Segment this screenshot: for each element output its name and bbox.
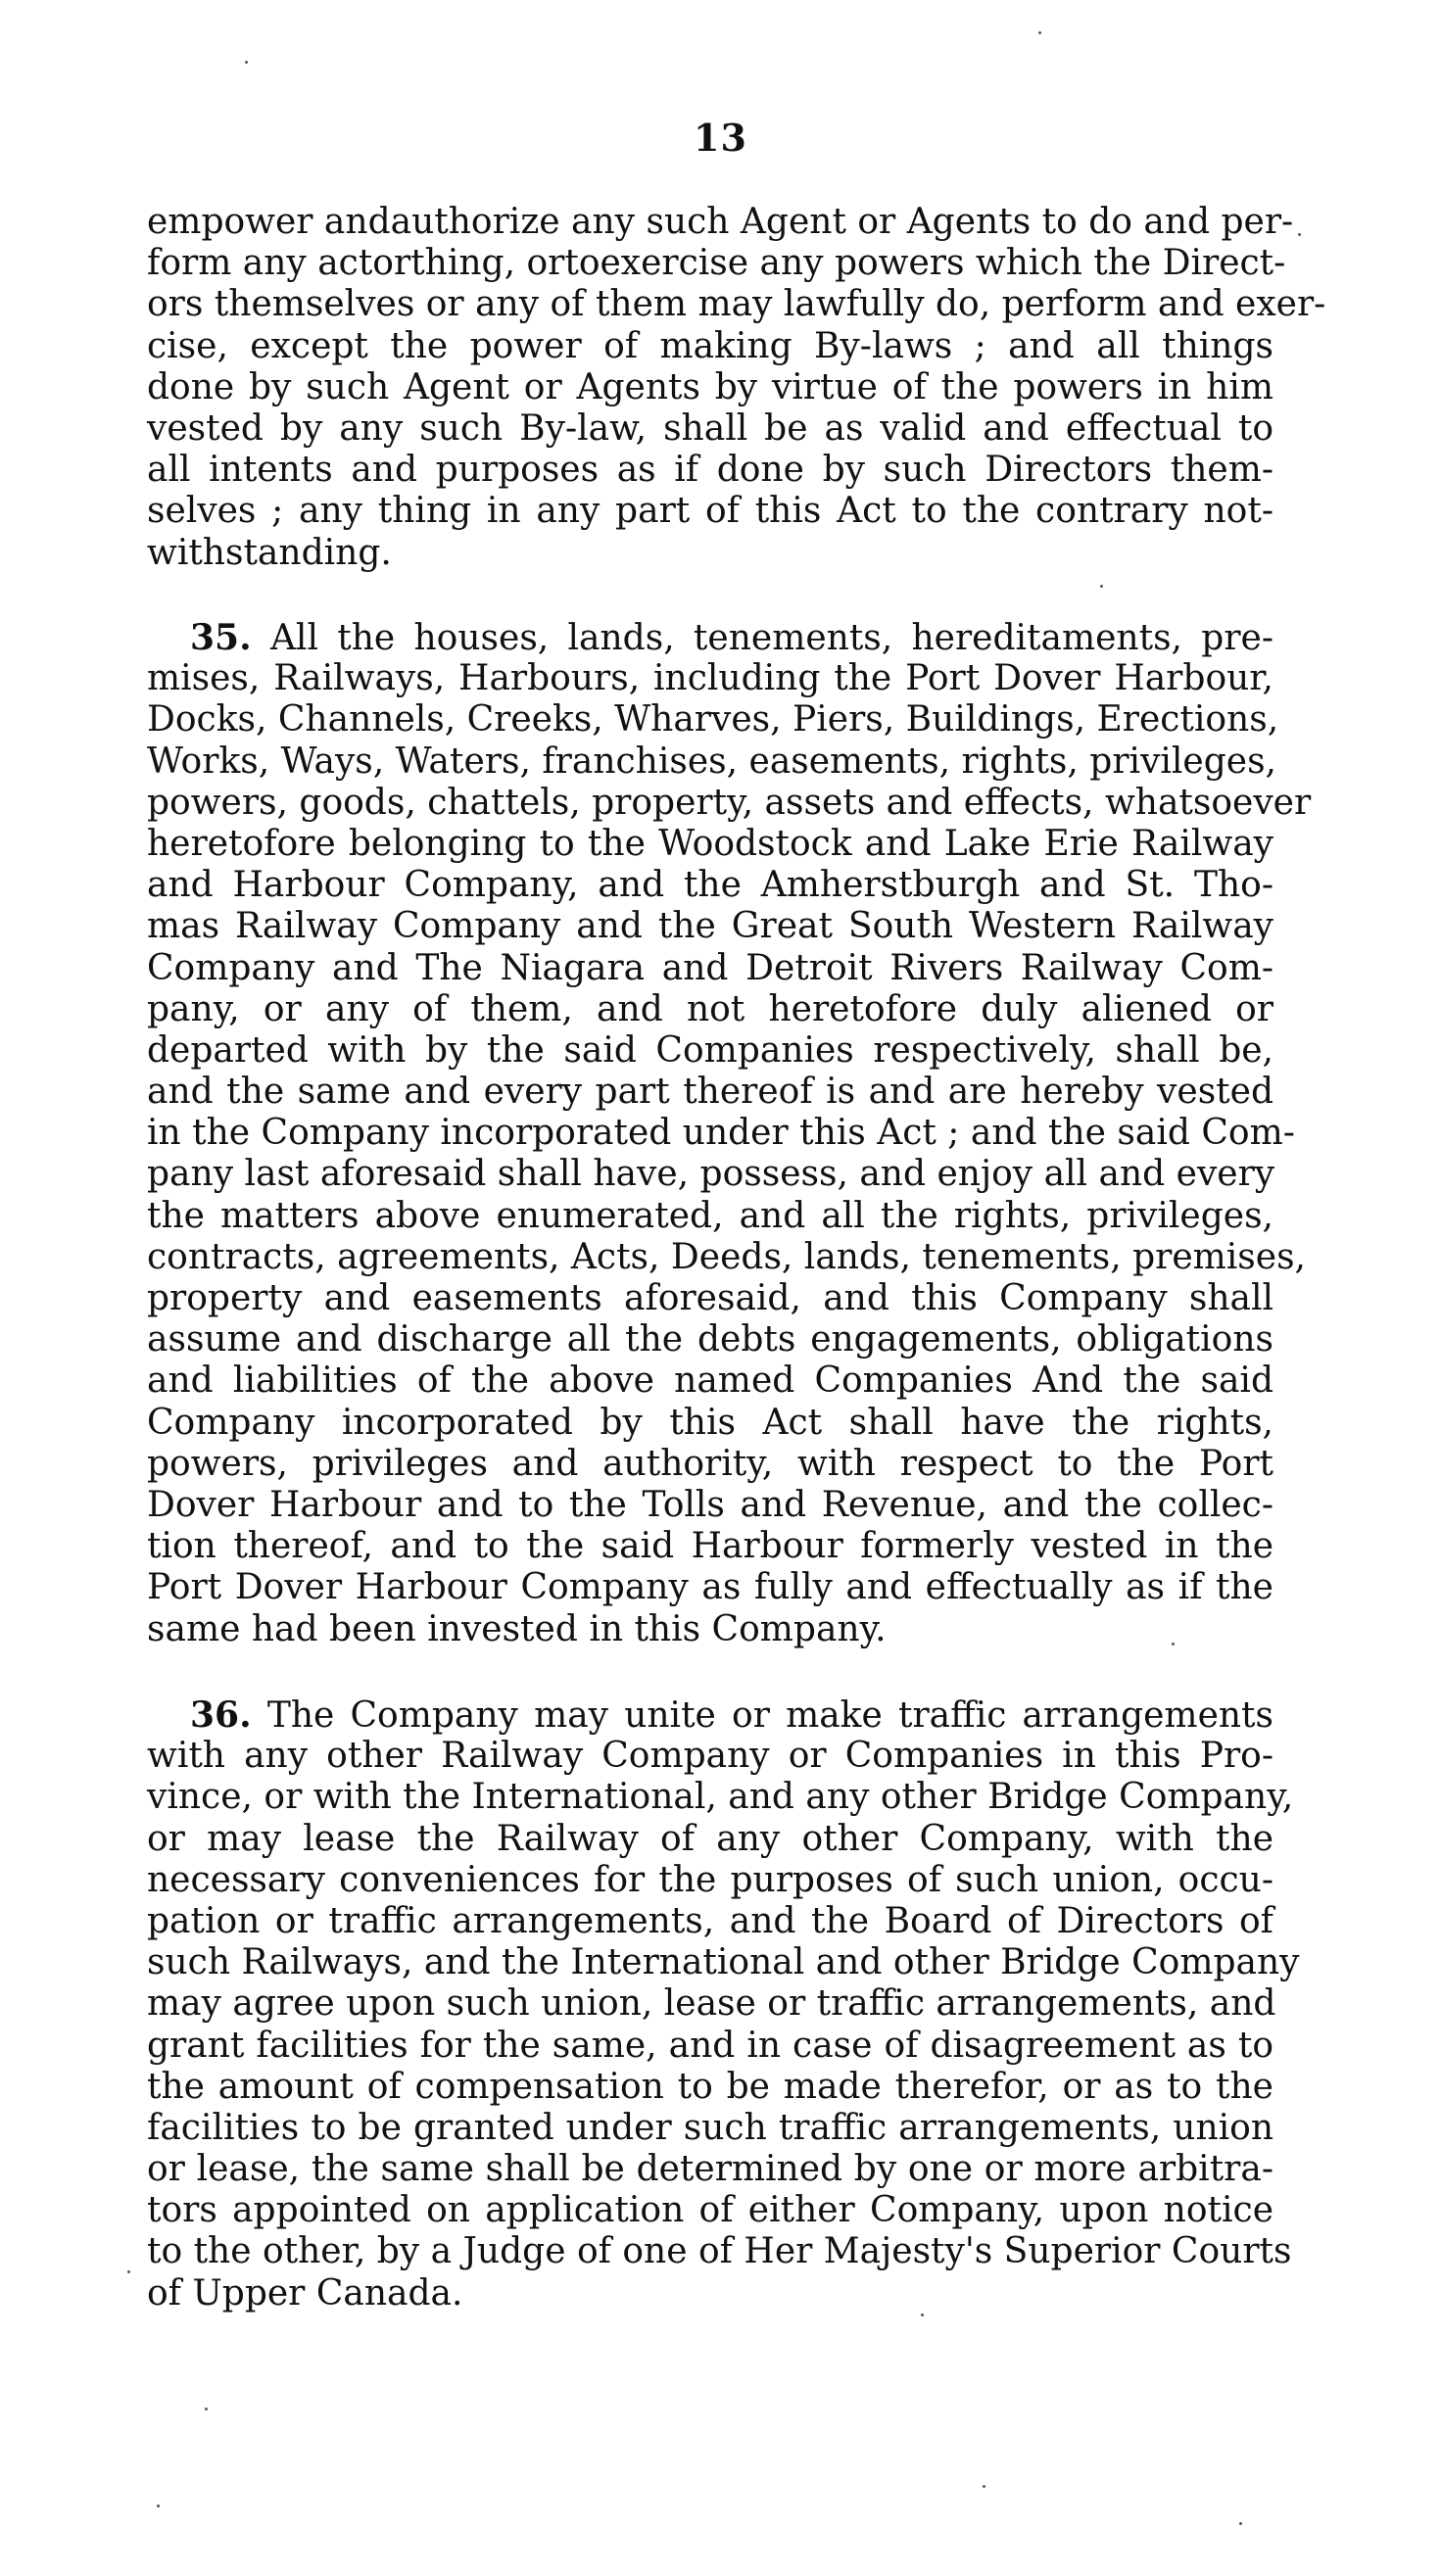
page-number: 13: [694, 116, 747, 160]
text-line: form any actorthing, ortoexercise any powers which the Direct-: [147, 243, 1286, 284]
text-line: All the houses, lands, tenements, hereditaments, pre-: [269, 618, 1273, 658]
text-line: or may lease the Railway of any other Company, with the: [147, 1818, 1273, 1859]
text-line: facilities to be granted under such traffic arrangements, union: [147, 2107, 1273, 2148]
text-line: pany last aforesaid shall have, possess, and enjoy all and every: [147, 1154, 1275, 1195]
paragraph-continuation: [147, 202, 1326, 574]
scan-speck: [1239, 2522, 1242, 2525]
text-line: such Railways, and the International and other Bridge Company: [147, 1942, 1300, 1983]
text-line: ors themselves or any of them may lawfully do, perform and exer-: [147, 284, 1326, 325]
text-line: Port Dover Harbour Company as fully and effectually as if the: [147, 1567, 1273, 1608]
text-line: mas Railway Company and the Great South Western Railway: [147, 906, 1273, 947]
text-line: Works, Ways, Waters, franchises, easements, rights, privileges,: [147, 740, 1277, 782]
text-line: assume and discharge all the debts engagements, obligations: [147, 1319, 1273, 1360]
text-line: The Company may unite or make traffic arrangements: [266, 1695, 1273, 1736]
text-line: tion thereof, and to the said Harbour formerly vested in the: [147, 1526, 1273, 1567]
text-line: cise, except the power of making By-laws ; and all things: [147, 325, 1273, 366]
text-line-first: [147, 617, 1273, 658]
scan-speck: [1172, 1643, 1175, 1646]
scan-speck: [205, 2408, 208, 2410]
scan-speck: [1100, 585, 1103, 588]
section-number: 35.: [190, 617, 252, 658]
text-line: tors appointed on application of either Company, upon notice: [147, 2190, 1273, 2231]
text-line: property and easements aforesaid, and this Company shall: [147, 1278, 1273, 1318]
text-line: powers, privileges and authority, with respect to the Port: [147, 1443, 1273, 1484]
scan-speck: [1298, 233, 1301, 236]
text-line-first: [147, 1694, 1273, 1736]
scan-speck: [127, 2270, 130, 2273]
text-line: departed with by the said Companies respectively, shall be,: [147, 1029, 1273, 1071]
section-number: 36.: [190, 1694, 252, 1736]
text-line: withstanding.: [147, 532, 392, 573]
scan-speck: [921, 2314, 924, 2316]
scan-speck: [983, 2485, 985, 2488]
text-line: and the same and every part thereof is and are hereby vested: [147, 1072, 1273, 1113]
text-line: may agree upon such union, lease or traffic arrangements, and: [147, 1983, 1276, 2025]
text-line: empower andauthorize any such Agent or Agents to do and per-: [147, 202, 1294, 242]
section-35: [147, 617, 1312, 1650]
text-line: vested by any such By-law, shall be as valid and effectual to: [147, 407, 1273, 449]
text-line: Company and The Niagara and Detroit Rivers Railway Com-: [147, 947, 1273, 988]
text-line: done by such Agent or Agents by virtue of the powers in him: [147, 366, 1273, 407]
scan-speck: [245, 61, 248, 64]
text-line: vince, or with the International, and any other Bridge Company,: [147, 1777, 1294, 1818]
scan-speck: [157, 2504, 160, 2507]
text-line: heretofore belonging to the Woodstock and Lake Erie Railway: [147, 823, 1273, 864]
text-line: the amount of compensation to be made therefor, or as to the: [147, 2066, 1273, 2107]
text-line: Dover Harbour and to the Tolls and Revenue, and the collec-: [147, 1484, 1273, 1525]
text-line: powers, goods, chattels, property, assets and effects, whatsoever: [147, 782, 1312, 823]
text-line: pany, or any of them, and not heretofore duly aliened or: [147, 988, 1273, 1029]
text-line: Docks, Channels, Creeks, Wharves, Piers, Buildings, Erections,: [147, 699, 1279, 740]
text-line: same had been invested in this Company.: [147, 1608, 887, 1649]
scan-speck: [1038, 31, 1041, 34]
text-line: grant facilities for the same, and in case of disagreement as to: [147, 2025, 1273, 2066]
text-line: in the Company incorporated under this Act ; and the said Com-: [147, 1113, 1295, 1154]
text-line: to the other, by a Judge of one of Her Majesty's Superior Courts: [147, 2231, 1292, 2272]
text-line: of Upper Canada.: [147, 2272, 463, 2314]
text-line: and liabilities of the above named Companies And the said: [147, 1360, 1273, 1402]
text-line: pation or traffic arrangements, and the Board of Directors of: [147, 1900, 1273, 1941]
text-line: the matters above enumerated, and all the rights, privileges,: [147, 1195, 1273, 1236]
text-line: mises, Railways, Harbours, including the Port Dover Harbour,: [147, 658, 1273, 699]
text-line: and Harbour Company, and the Amherstburgh and St. Tho-: [147, 865, 1273, 906]
text-line: necessary conveniences for the purposes of such union, occu-: [147, 1859, 1273, 1900]
text-line: Company incorporated by this Act shall have the rights,: [147, 1402, 1273, 1443]
text-line: all intents and purposes as if done by such Directors them-: [147, 450, 1273, 491]
text-line: contracts, agreements, Acts, Deeds, lands, tenements, premises,: [147, 1236, 1306, 1277]
text-line: or lease, the same shall be determined by one or more arbitra-: [147, 2149, 1273, 2190]
section-36: [147, 1694, 1300, 2314]
text-line: selves ; any thing in any part of this Act to the contrary not-: [147, 491, 1273, 532]
text-line: with any other Railway Company or Companies in this Pro-: [147, 1736, 1273, 1777]
